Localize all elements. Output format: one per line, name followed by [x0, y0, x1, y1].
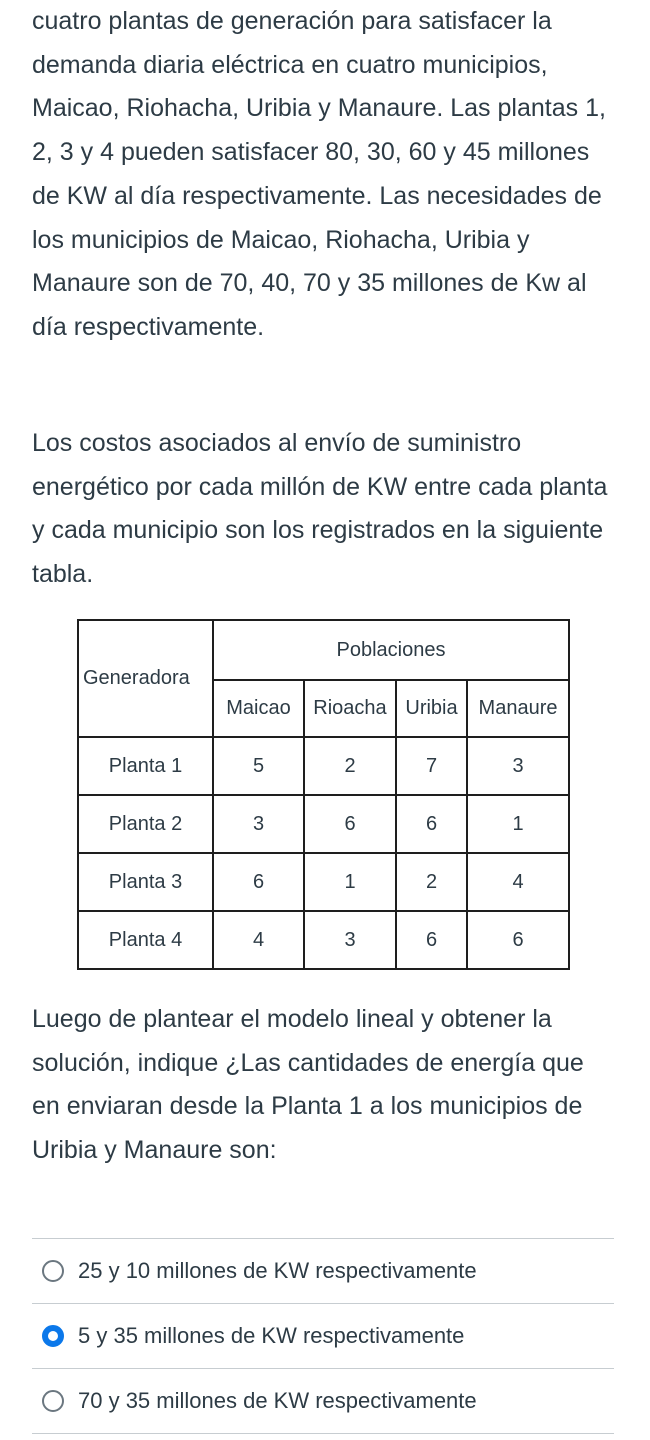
- table-cell: 4: [467, 853, 569, 911]
- answer-option[interactable]: [32, 1238, 614, 1303]
- row-label: Planta 1: [78, 737, 213, 795]
- problem-statement-paragraph: cuatro plantas de generación para satisfacer la demanda diaria eléctrica en cuatro municipios, Maicao, Riohacha, Uribia y Manaure. Las plantas 1, 2, 3 y 4 pueden satisfacer 80, 30, 60 y 45 millones de KW al día respectivamente. Las necesidades de los municipios de Maicao, Riohacha, Uribia y Manaure son de 70, 40, 70 y 35 millones de Kw al día respectivamente.: [32, 7, 606, 341]
- column-header: Rioacha: [304, 680, 396, 737]
- table-cell: 3: [213, 795, 304, 853]
- table-cell: 2: [396, 853, 467, 911]
- table-cell: 7: [396, 737, 467, 795]
- row-label: Planta 3: [78, 853, 213, 911]
- generadora-header: Generadora: [78, 620, 213, 737]
- poblaciones-header: Poblaciones: [213, 620, 569, 680]
- answer-option-label: 25 y 10 millones de KW respectivamente: [78, 1258, 477, 1283]
- row-label: Planta 2: [78, 795, 213, 853]
- radio-button[interactable]: [42, 1260, 64, 1282]
- table-cell: 1: [304, 853, 396, 911]
- answer-option[interactable]: [32, 1368, 614, 1434]
- table-cell: 6: [396, 795, 467, 853]
- answer-option[interactable]: [32, 1303, 614, 1368]
- row-label: Planta 4: [78, 911, 213, 969]
- cost-table: [77, 619, 570, 970]
- table-cell: 6: [213, 853, 304, 911]
- table-cell: 3: [467, 737, 569, 795]
- table-cell: 6: [304, 795, 396, 853]
- table-row: [78, 853, 569, 911]
- column-header: Uribia: [396, 680, 467, 737]
- table-row: [78, 795, 569, 853]
- table-cell: 2: [304, 737, 396, 795]
- table-header-row: [78, 620, 569, 680]
- column-header: Manaure: [467, 680, 569, 737]
- table-cell: 1: [467, 795, 569, 853]
- table-cell: 3: [304, 911, 396, 969]
- table-cell: 5: [213, 737, 304, 795]
- table-cell: 6: [396, 911, 467, 969]
- column-header: Maicao: [213, 680, 304, 737]
- answer-options: [32, 1238, 614, 1434]
- table-cell: 6: [467, 911, 569, 969]
- radio-button[interactable]: [42, 1325, 64, 1347]
- table-row: [78, 911, 569, 969]
- radio-button[interactable]: [42, 1390, 64, 1412]
- table-row: [78, 737, 569, 795]
- answer-option-label: 5 y 35 millones de KW respectivamente: [78, 1323, 465, 1348]
- answer-option-label: 70 y 35 millones de KW respectivamente: [78, 1388, 477, 1413]
- question-paragraph: Luego de plantear el modelo lineal y obtener la solución, indique ¿Las cantidades de energía que en enviaran desde la Planta 1 a los municipios de Uribia y Manaure son:: [32, 1005, 584, 1165]
- cost-description-paragraph: Los costos asociados al envío de suministro energético por cada millón de KW entre cada planta y cada municipio son los registrados en la siguiente tabla.: [32, 429, 608, 589]
- table-cell: 4: [213, 911, 304, 969]
